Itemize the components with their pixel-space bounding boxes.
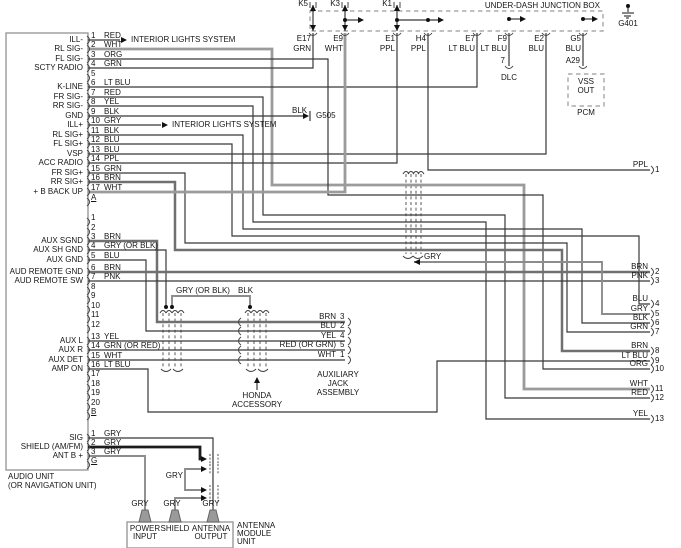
pin-function-label: SHIELD (AM/FM) (20, 442, 83, 451)
wire-color-label: BRN (104, 232, 121, 241)
pin-number: 9 (91, 107, 96, 116)
pin-number: 9 (655, 356, 660, 365)
pin-number: A (91, 193, 97, 202)
diagram-label: OUT (577, 86, 595, 95)
wire-color-label: RED (631, 388, 648, 397)
diagram-label: VSS (577, 77, 595, 86)
pin-number: 11 (655, 384, 664, 393)
pin-number: 8 (91, 97, 96, 106)
wire-color-label: BRN (104, 173, 121, 182)
pin-function-label: AUX SGND (41, 236, 83, 245)
junction-pin-id: E7 (465, 34, 475, 43)
pin-number: B (91, 407, 97, 416)
pin-function-label: FR SIG- (53, 92, 83, 101)
wire-color-label: GRN (104, 164, 122, 173)
pin-number: 8 (655, 346, 660, 355)
wire-color-label: BLU (104, 251, 120, 260)
junction-pin-id: E17 (296, 34, 311, 43)
pin-number: 3 (91, 447, 96, 456)
wire-color-label: GRN (293, 44, 311, 53)
wire-color-label: BLU (320, 321, 336, 330)
wire-color-label: BLU (104, 145, 120, 154)
diagram-label: HONDA (242, 391, 272, 400)
pin-number: 7 (91, 272, 96, 281)
wire-color-label: WHT (317, 350, 336, 359)
diagram-label: GRY (165, 471, 183, 480)
pin-function-label: AUX R (58, 345, 83, 354)
pin-number: G (91, 456, 98, 465)
pin-function-label: SIG (69, 433, 83, 442)
wire-color-label: PPL (379, 44, 395, 53)
diagram-label: ACCESSORY (231, 400, 283, 409)
pin-function-label: SCTY RADIO (34, 63, 83, 72)
pin-number: 12 (91, 135, 100, 144)
diagram-label: GRY (OR BLK) (176, 286, 230, 295)
wire-color-label: RED (104, 88, 121, 97)
wire-color-label: GRY (104, 438, 122, 447)
wire-color-label: PPL (410, 44, 426, 53)
diagram-label: INPUT (133, 532, 157, 541)
pin-number: 12 (655, 393, 664, 402)
pin-function-label: RR SIG+ (50, 177, 83, 186)
pin-function-label: AUX GND (46, 255, 83, 264)
wire-color-label: BRN (631, 341, 648, 350)
pin-function-label: FR SIG+ (51, 168, 83, 177)
wire-color-label: GRN (104, 59, 122, 68)
pin-function-label: AUD REMOTE SW (14, 276, 83, 285)
diagram-label: UNIT (237, 537, 256, 546)
pin-number: 5 (340, 340, 345, 349)
pin-number: 4 (655, 299, 660, 308)
diagram-label: UNDER-DASH JUNCTION BOX (484, 1, 600, 10)
wire-color-label: YEL (104, 332, 120, 341)
diagram-label: GRY (424, 252, 442, 261)
pin-number: 2 (91, 438, 96, 447)
wire-color-label: WHT (104, 183, 123, 192)
pin-number: 4 (91, 59, 96, 68)
pin-function-label: K-LINE (57, 82, 83, 91)
diagram-label: GRY (163, 499, 181, 508)
pin-function-label: + B BACK UP (33, 187, 83, 196)
pin-number: 2 (340, 321, 345, 330)
pin-number: 1 (340, 350, 345, 359)
pin-function-label: AUD REMOTE GND (9, 267, 83, 276)
pin-number: 16 (91, 173, 100, 182)
pin-number: 5 (91, 69, 96, 78)
pin-number: 6 (91, 263, 96, 272)
wire-color-label: ORG (629, 359, 648, 368)
pin-number: 11 (91, 126, 100, 135)
diagram-label: G401 (618, 19, 638, 28)
pin-number: 10 (91, 116, 100, 125)
pin-function-label: ACC RADIO (38, 158, 83, 167)
pin-number: 9 (91, 291, 96, 300)
pin-number: 15 (91, 351, 100, 360)
wire-color-label: LT BLU (480, 44, 507, 53)
wire-color-label: LT BLU (104, 360, 131, 369)
wire-color-label: RED (OR GRN) (279, 340, 336, 349)
wire-color-label: BLU (632, 294, 648, 303)
pin-number: 1 (655, 165, 660, 174)
pin-function-label: VSP (66, 149, 83, 158)
pin-function-label: ILL+ (67, 120, 83, 129)
pin-number: 13 (91, 145, 100, 154)
wire-color-label: BLK (104, 126, 120, 135)
wire-color-label: PNK (631, 271, 648, 280)
diagram-label: ANTENNA (191, 524, 231, 533)
junction-pin-id: E1 (385, 34, 395, 43)
pin-number: 10 (91, 301, 100, 310)
pin-function-label: AUX SH GND (33, 245, 83, 254)
wire-color-label: BLU (565, 44, 581, 53)
diagram-label: POWER (129, 524, 161, 533)
pin-number: 1 (91, 429, 96, 438)
wire-color-label: BLU (104, 135, 120, 144)
pin-number: 10 (655, 364, 664, 373)
pin-number: 3 (340, 312, 345, 321)
wire-color-label: BRN (631, 262, 648, 271)
wire-color-label: GRY (104, 447, 122, 456)
pin-function-label: AUX DET (48, 355, 83, 364)
wire-color-label: YEL (632, 409, 648, 418)
wire-color-label: LT BLU (448, 44, 475, 53)
pin-number: 15 (91, 164, 100, 173)
diagram-label: INTERIOR LIGHTS SYSTEM (131, 35, 236, 44)
diagram-label: DLC (500, 73, 518, 82)
pin-function-label: FL SIG+ (53, 139, 83, 148)
diagram-label: OUTPUT (194, 532, 228, 541)
diagram-label: INTERIOR LIGHTS SYSTEM (172, 120, 277, 129)
wire-color-label: PPL (104, 154, 120, 163)
junction-pin-id: E2 (534, 34, 544, 43)
diagram-label: K1 (382, 0, 392, 8)
pin-number: 4 (91, 241, 96, 250)
wire-color-label: GRY (104, 116, 122, 125)
pin-function-label: AUX L (59, 336, 83, 345)
diagram-label: AUXILIARY (317, 370, 359, 379)
wire-color-label: LT BLU (621, 351, 648, 360)
diagram-label: 7 (500, 56, 505, 65)
pin-function-label: GND (65, 111, 83, 120)
wire-color-label: WHT (104, 40, 123, 49)
wire-color-label: ORG (104, 50, 123, 59)
pin-number: 20 (91, 398, 100, 407)
wire-color-label: LT BLU (104, 78, 131, 87)
pin-number: 6 (655, 318, 660, 327)
diagram-label: MODULE (237, 529, 272, 538)
pin-function-label: FL SIG- (55, 54, 83, 63)
pin-number: 2 (91, 40, 96, 49)
pin-number: 1 (91, 31, 96, 40)
pin-number: 5 (655, 309, 660, 318)
pin-function-label: ANT B + (52, 451, 83, 460)
pin-number: 7 (91, 88, 96, 97)
pin-number: 6 (91, 78, 96, 87)
junction-pin-id: E9 (333, 34, 343, 43)
pin-function-label: ILL- (69, 35, 83, 44)
wire-color-label: BLU (528, 44, 544, 53)
diagram-label: (OR NAVIGATION UNIT) (8, 481, 97, 490)
diagram-label: JACK (327, 379, 349, 388)
pin-number: 7 (655, 327, 660, 336)
wire-color-label: GRY (104, 429, 122, 438)
wire-color-label: GRY (OR BLK) (104, 241, 158, 250)
pin-number: 17 (91, 369, 100, 378)
diagram-label: BLK (292, 106, 308, 115)
pin-number: 2 (655, 267, 660, 276)
diagram-label: AUDIO UNIT (8, 472, 55, 481)
wire-color-label: GRN (630, 322, 648, 331)
wire-color-label: PNK (104, 272, 121, 281)
pin-number: 4 (340, 331, 345, 340)
diagram-label: K5 (298, 0, 308, 8)
wire-color-label: YEL (320, 331, 336, 340)
pin-number: 5 (91, 251, 96, 260)
pin-number: 12 (91, 320, 100, 329)
pin-number: 1 (91, 213, 96, 222)
pin-number: 13 (655, 414, 664, 423)
pin-number: 2 (91, 223, 96, 232)
pin-function-label: AMP ON (51, 364, 83, 373)
pin-number: 3 (91, 232, 96, 241)
pin-number: 14 (91, 154, 100, 163)
wire-color-label: WHT (324, 44, 343, 53)
diagram-label: SHIELD (160, 524, 190, 533)
diagram-label: ANTENNA (237, 521, 276, 530)
wire-color-label: PPL (632, 160, 648, 169)
wire-color-label: BLK (104, 107, 120, 116)
wire-color-label: BRN (319, 312, 336, 321)
wire-color-label: GRN (OR RED) (104, 341, 161, 350)
pin-function-label: RR SIG- (52, 101, 83, 110)
junction-pin-id: H4 (415, 34, 426, 43)
diagram-label: GRY (131, 499, 149, 508)
pin-function-label: RL SIG+ (52, 130, 83, 139)
junction-pin-id: G5 (570, 34, 581, 43)
pin-number: 3 (655, 276, 660, 285)
pin-number: 11 (91, 310, 100, 319)
pin-number: 3 (91, 50, 96, 59)
diagram-label: GRY (202, 499, 220, 508)
wire-color-label: GRY (630, 304, 648, 313)
wire-color-label: WHT (104, 351, 123, 360)
diagram-label: PCM (577, 108, 595, 117)
pin-number: 19 (91, 388, 100, 397)
pin-number: 18 (91, 379, 100, 388)
wire-color-label: BLK (632, 313, 648, 322)
junction-pin-id: F9 (497, 34, 507, 43)
pin-number: 16 (91, 360, 100, 369)
diagram-label: K3 (330, 0, 340, 8)
wire-color-label: RED (104, 31, 121, 40)
pin-function-label: RL SIG- (54, 44, 83, 53)
pin-number: 8 (91, 282, 96, 291)
diagram-label: A29 (565, 56, 580, 65)
diagram-label: ASSEMBLY (316, 388, 360, 397)
diagram-label: G505 (316, 111, 336, 120)
pin-number: 17 (91, 183, 100, 192)
wire-color-label: YEL (104, 97, 120, 106)
diagram-label: BLK (238, 286, 254, 295)
wire-color-label: BRN (104, 263, 121, 272)
pin-number: 13 (91, 332, 100, 341)
pin-number: 14 (91, 341, 100, 350)
wire-color-label: WHT (629, 379, 648, 388)
